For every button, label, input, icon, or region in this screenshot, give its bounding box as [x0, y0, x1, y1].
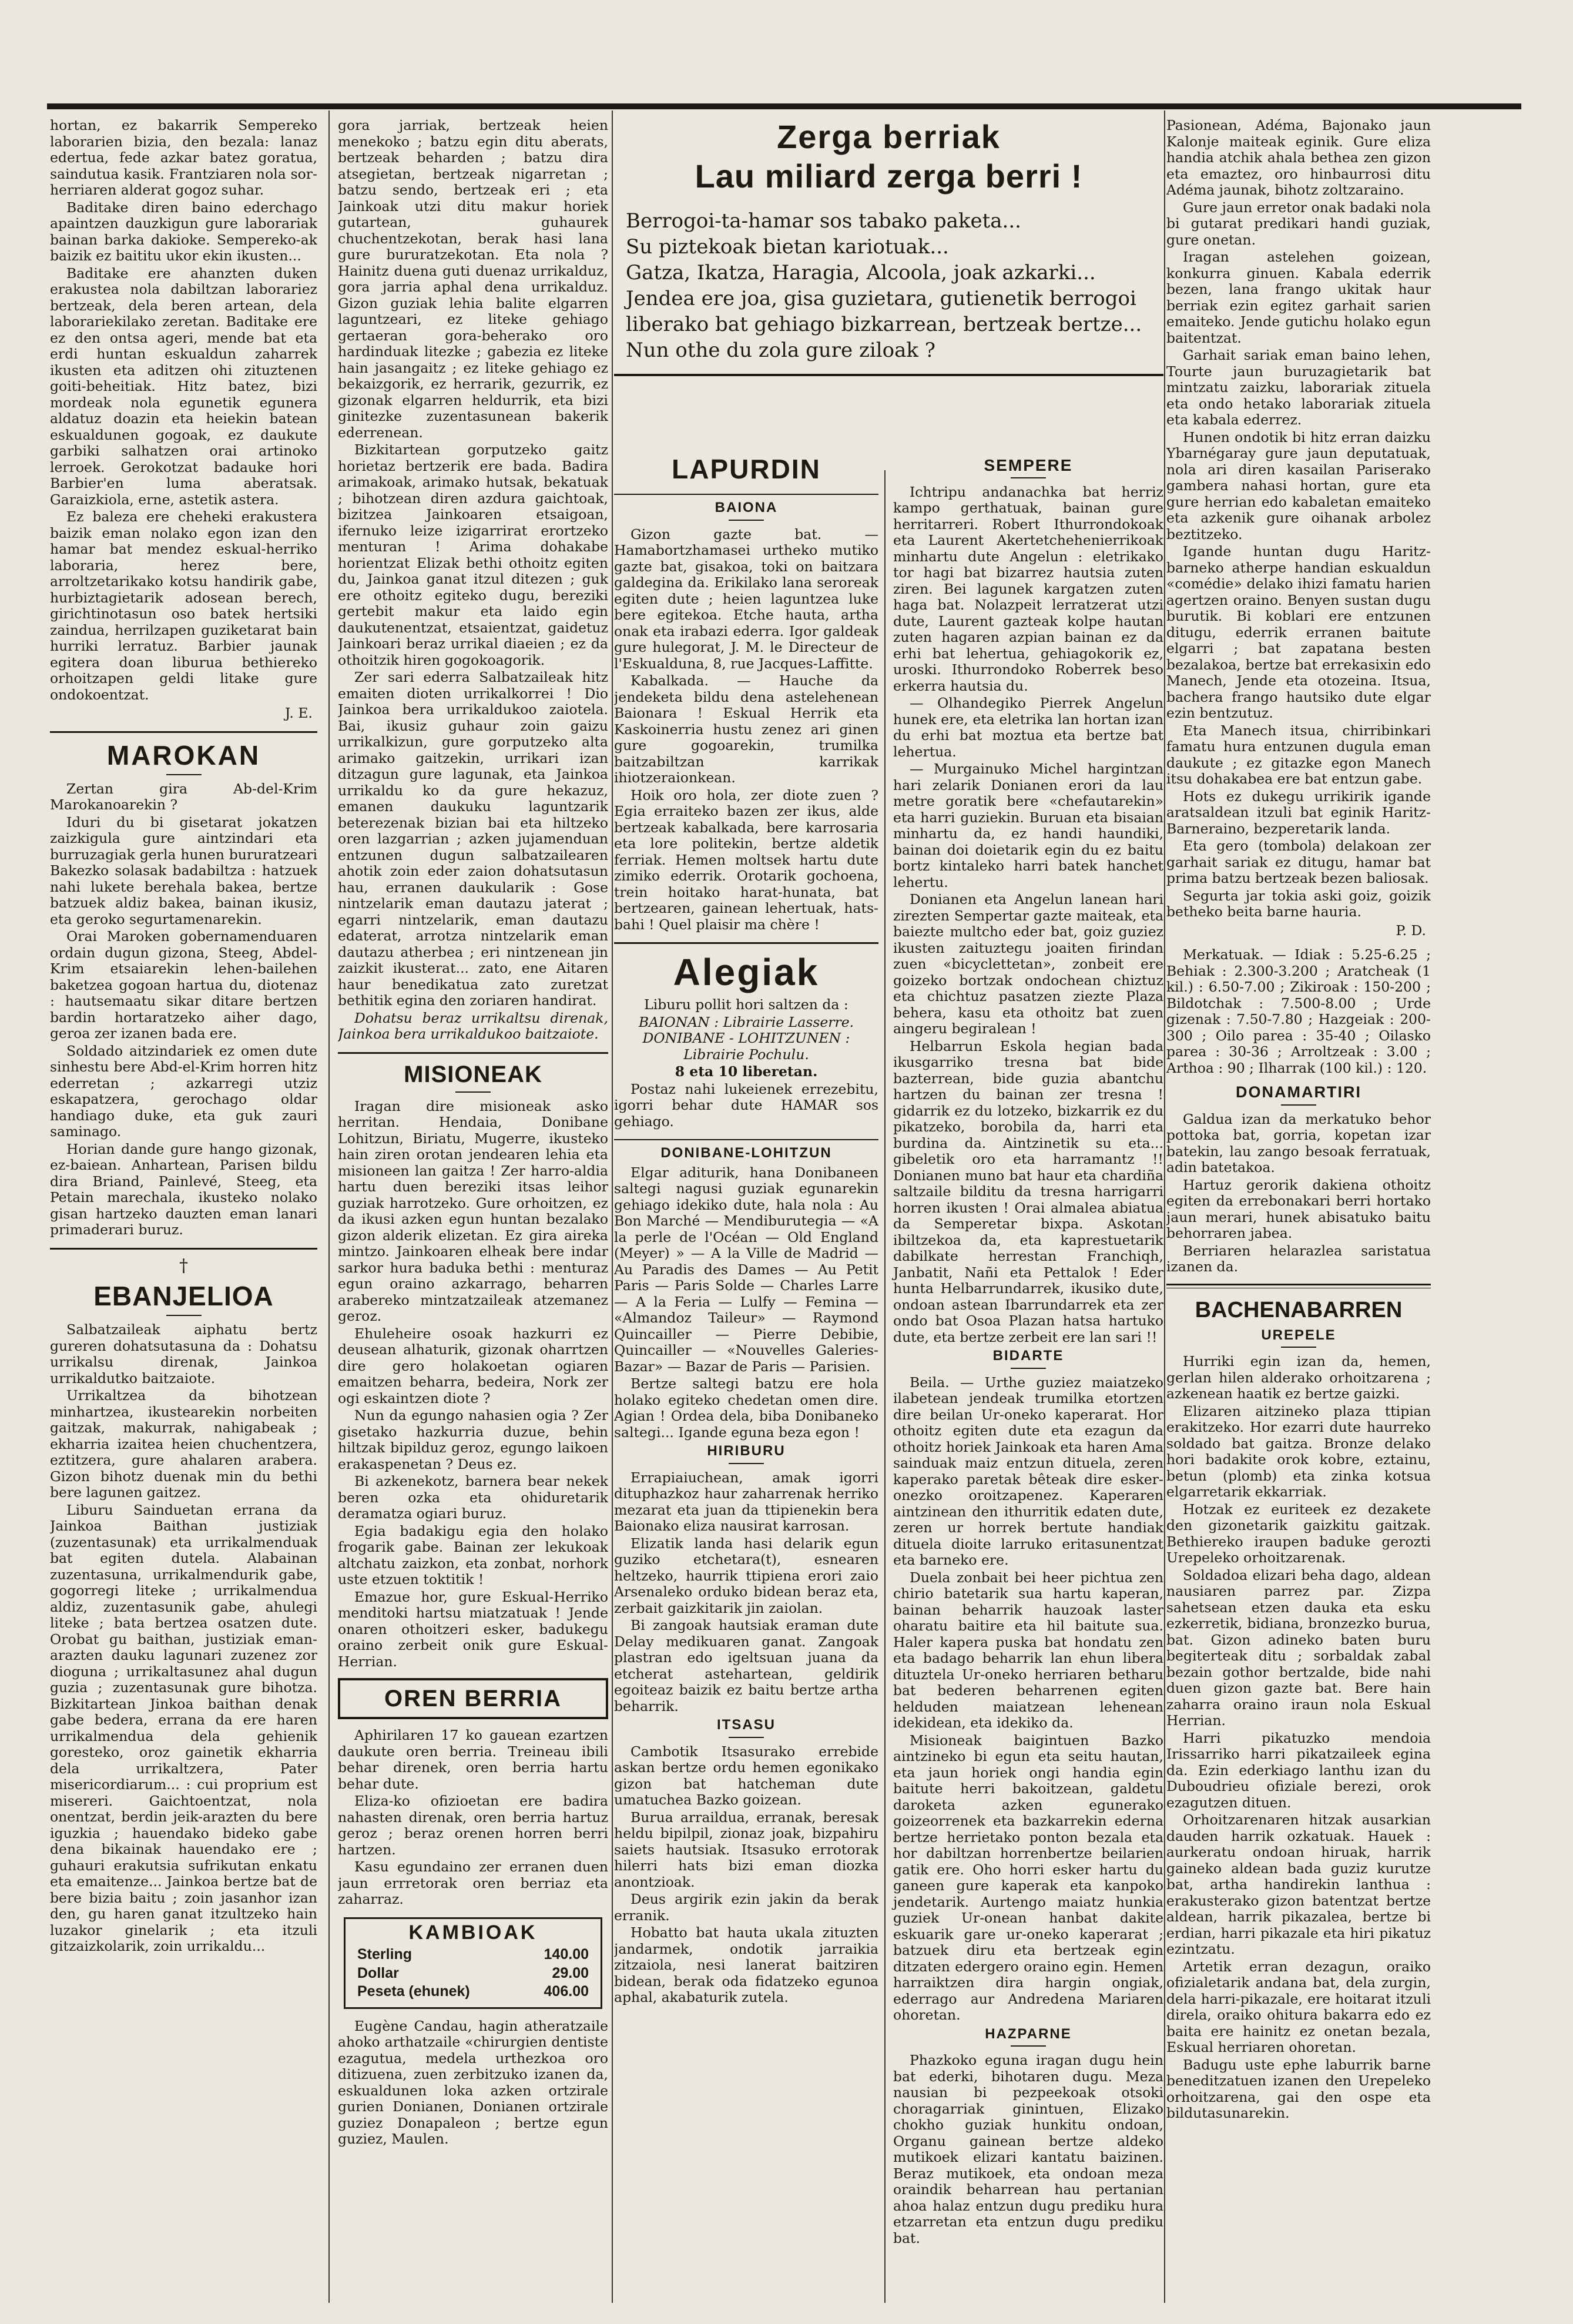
section-title-lapurdin: LAPURDIN: [672, 454, 821, 484]
article-paragraph: Emazue hor, gure Eskual-Herriko menditoki hartsu miatzatuak ! Jende onaren othoitzeri esker, badukegu oraino zerbeit onik gure Eskual-Herrian.: [338, 1588, 608, 1670]
article-paragraph: BAIONAN : Librairie Lasserre. DONIBANE - LOHITZUNEN : Librairie Pochulu.: [638, 1013, 854, 1063]
article-paragraph: Ehuleheire osoak hazkurri ez deusean alhaturik, gizonak oharrtzen dire gero holakoetan ogiaren emaitzen beharra, bedeira, Nork zer ogi eskaintzen diote ?: [338, 1325, 608, 1407]
article-paragraph: Soldado aitzindariek ez omen dute sinhestu bere Abd-el-Krim horren hitz ederretan ; azkarregi utziz eskapatzera, gerochago oldar handiago duke, eta guk zauri saminago.: [50, 1042, 317, 1140]
headline-subtitle: Lau miliard zerga berri !: [695, 158, 1083, 195]
title-dash: [729, 520, 764, 521]
article-paragraph: Hotzak ez euriteek ez dezakete den gizonetarik gaizkitu gaitzak. Bethiereko iraupen baduke gerozti Urepeleko orhoitzarenak.: [1166, 1501, 1431, 1566]
article-paragraph: Bi zangoak hautsiak eraman dute Delay medikuaren ganat. Zangoak plastran edo igeltsuan juana da etcherat astehartean, geldirik egoiteaz baizik ez baitu bertze artha beharrik.: [614, 1617, 878, 1714]
article-paragraph: Igande huntan dugu Haritz-barneko atherpe handian eskualdun «comédie» delako ihizi famatu harien agertzen oraino. Benyen sustan dugu burutik. Bi koblari ere entzunen ditugu, ederrik erranen baitute elgarri ; bat zapatana besten bezalakoa, bertze bat errekasixin edo Manech, Jende eta otozeina. Itsua, bachera frango hautsiko dute elgar ezin bentzutuz.: [1166, 543, 1431, 721]
article-paragraph: Salbatzaileak aiphatu bertz gureren dohatsutasuna da : Dohatsu urrikalsu direnak, Jainkoa urrikaldutko baitzaiote.: [50, 1321, 317, 1387]
section-title-oren-berria: OREN BERRIA: [384, 1686, 562, 1712]
table-row: [357, 1964, 589, 1983]
article-paragraph: Dohatsu beraz urrikaltsu direnak, Jainkoa bera urrikaldukoo baitzaiote.: [338, 1009, 608, 1042]
section-rule: [50, 1248, 317, 1250]
title-dash: [1011, 1368, 1046, 1369]
article-paragraph: Hunen ondotik bi hitz erran daizku Ybarnégaray gure jaun deputatuak, nola ari diren kasailan Pariserako gambera nahasi hortan, gure eta gure herrian edo kabaletan emaiteko eta azkenik gure oihanak arbolez beztitzeko.: [1166, 428, 1431, 543]
article-paragraph: Liburu pollit hori saltzen da :: [644, 996, 848, 1013]
article-paragraph: Egia badakigu egia den holako frogarik gabe. Bainan zer lekukoak altchatu zaizkon, eta zonbat, norhork uste etzuen toktitik !: [338, 1522, 608, 1588]
title-dash: [1011, 477, 1046, 478]
article-paragraph: — Olhandegiko Pierrek Angelun hunek ere, eta eletrika lan hortan izan du erhi bat moztua eta bertze bat lehertua.: [893, 695, 1163, 760]
column-4: [893, 447, 1163, 2248]
article-paragraph: Nun da egungo nahasien ogia ? Zer gisetako hazkurria duzue, behin hiltzak bipilduz geroz, egungo laikoen erakaspenetan ? Deus ez.: [338, 1407, 608, 1472]
article-paragraph: Eta Manech itsua, chirribinkari famatu hura entzunen dugula eman daukute ; ez gitazke egon Manech itsu dohakabea ere bat entzun gabe.: [1166, 722, 1431, 787]
article-paragraph: Bertze saltegi batzu ere hola holako egiteko chedetan omen dire. Agian ! Ordea dela, biba Donibaneko saltegi... Igande eguna beza egon !: [614, 1375, 878, 1441]
title-dash: [1281, 1104, 1316, 1106]
subsection-title-bidarte: BIDARTE: [992, 1348, 1064, 1364]
article-paragraph: Hobatto bat hauta ukala zituzten jandarmek, ondotik jarraikia zitzaiola, nesi lanerat baitziren bidean, berak oda fidatzeko egunoa aphal, akabaturik zutela.: [614, 1924, 878, 2005]
title-dash: [166, 1315, 202, 1316]
headline-title: Zerga berriak: [777, 118, 1001, 155]
headline-line: Jendea ere joa, gisa guzietara, gutienetik berrogoi: [626, 287, 1136, 310]
article-paragraph: Harri pikatuzko mendoia Irissarriko harri pikatzaileek egina da. Ezin ederkiago lanthu izan du Duboudrieu ofiziale berezi, orok ezagutzen dituen.: [1166, 1729, 1431, 1811]
headline-line: liberako bat gehiago bizkarrean, bertzeak bertze...: [626, 313, 1142, 336]
currency-name: Dollar: [357, 1964, 399, 1981]
headline-line: Gatza, Ikatza, Haragia, Alcoola, joak azkarki...: [626, 261, 1096, 284]
article-paragraph: Duela zonbait bei heer pichtua zen chirio batetarik sua hartu kaperan, bainan beharrik hauzoak laster oharatu baitire eta hil baitute sua. Haler kapera puska bat hondatu zen eta badago beharrik lan ehun libera dituztela Ur-oneko herriaren betharu bat bederen beharrenen egiten helduden maiatzean lehenean idekidean, eta idekiko da.: [893, 1569, 1163, 1731]
signature: P. D.: [1396, 922, 1426, 939]
article-paragraph: Garhait sariak eman baino lehen, Tourte jaun buruzagietarik bat mintzatu zaizku, laborariak zituela eta ondo hetako laborariak zituela eta kabala ederrez.: [1166, 347, 1431, 428]
section-title-misioneak: MISIONEAK: [404, 1061, 542, 1087]
section-title-ebanjelioa: EBANJELIOA: [93, 1281, 274, 1311]
subsection-title-hiriburu: HIRIBURU: [707, 1443, 786, 1459]
subsection-title-itsasu: ITSASU: [716, 1717, 776, 1733]
article-paragraph: 8 eta 10 liberetan.: [675, 1063, 818, 1080]
section-title-bachenabarren: BACHENABARREN: [1195, 1297, 1403, 1322]
currency-name: Sterling: [357, 1946, 412, 1963]
exchange-rates-box: [344, 1917, 602, 2009]
exchange-title: KAMBIOAK: [408, 1921, 538, 1944]
article-paragraph: Hartuz gerorik dakiena othoitz egiten da errebonakari berri hortako jaun merari, hunek abisatuko baitu behorraren jabea.: [1166, 1176, 1431, 1241]
article-paragraph: Gizon gazte bat. — Hamabortzhamasei urtheko mutiko gazte bat, gisakoa, toki on baitzara galdegina da. Erikilako lana seroreak egiten dute ; heien laguntzea luke bere egitekoa. Etche hauta, artha onak eta irabazi ederra. Igor galdeak gure hulegorat, J. M. le Directeur de l'Eskualduna, 8, rue Jacques-Laffitte.: [614, 525, 878, 672]
article-paragraph: Horian dande gure hango gizonak, ez-baiean. Anhartean, Parisen bildu dira Briand, Painlevé, Steeg, eta Petain marechala, ikusteko nolako gisan hartzeko dauzten eman lanari primaderari buruz.: [50, 1140, 317, 1238]
article-paragraph: Elgar aditurik, hana Donibaneen saltegi nagusi guziak egunarekin gehiago idekiko dute, hala nola : Au Bon Marché — Mendiburutegia — «A la perle de l'Océan — Old England (Meyer) » — A la Ville de Madrid — Au Paradis des Dames — Au Petit Paris — Paris Solde — Charles Larre — A la Feria — Lulfy — Femina — «Almandoz Taileur» — Raymond Quincailler — Pierre Debibie, Quincailler — «Nouvelles Galeries-Bazar» — Bazar de Paris — Parisien.: [614, 1164, 878, 1375]
headline-line: Berrogoi-ta-hamar sos tabako paketa...: [626, 209, 1021, 233]
currency-value: 29.00: [552, 1964, 589, 1981]
article-paragraph: Eta gero (tombola) delakoan zer garhait sariak ez ditugu, hamar bat prima batzu bertzeak bezen baliosak.: [1166, 838, 1431, 886]
article-paragraph: Hurriki egin izan da, hemen, gerlan hilen alderako orhoitzarena ; azkenean haatik ez bertze gaizki.: [1166, 1353, 1431, 1402]
article-paragraph: Bi azkenekotz, barnera bear nekek beren ozka eta ohiduretarik deramatza ogiari buruz.: [338, 1473, 608, 1522]
article-paragraph: Phazkoko eguna iragan dugu hein bat ederki, bihotaren dugu. Meza nausian bi pezpeekoak otsoki choragarriak ginintuen, Elizako chokho guziak hunkitu ondoan, Organu gainean bertze aldeko mutikoek elizari kantatu baizinen. Beraz mutikoek, eta ondoan meza oraindik beharrean hau pertanian ahoa halaz entzun dugu prediku hura etzarretan eta entzun dugu prediku bat.: [893, 2052, 1163, 2246]
subsection-title-donamartiri: DONAMARTIRI: [1236, 1083, 1361, 1101]
article-paragraph: Hots ez dukegu urrikirik igande aratsaldean itzuli bat eginik Haritz-Barneraino, bezperetarik landa.: [1166, 788, 1431, 837]
article-paragraph: Urrikaltzea da bihotzean minhartzea, ikustearekin norbeiten gaitzak, makurrak, nahigabeak ; ekharria izaitea heien chuchentzera, eztitzera, gure ahalaren arabera. Gizon bihotz duenak min du bethi bere lagunen gaitzez.: [50, 1387, 317, 1501]
advert-paragraph: Eugène Candau, hagin atheratzaile ahoko arthatzaile «chirurgien dentiste ezagutua, medela urthezkoa oro ditizuena, zuen zerbitzuko izanen da, eskualdunen loka azken ortzirale gurien Donianen, Donianen ortzirale guziez Donapaleon ; bertze egun guziez, Maulen.: [338, 2017, 608, 2147]
article-paragraph: Iragan dire misioneak asko herritan. Hendaia, Donibane Lohitzun, Biriatu, Mugerre, ikusteko hain ziren orotan jendearen lehia eta misioneen lan gaitza ! Zer harro-aldia hartu duen bereziki itsas leihor guziak harrotzeko. Gure orhoitzen, ez da ikusi azken egun huntan bezalako gizon alderik elizetan. Ez gira aireka mintzo. Jainkoaren elheak bere indar sarkor hura baduka bethi : menturaz egun oraino azkarrago, beharren arabereko mintzatzaileak atzemanez geroz.: [338, 1097, 608, 1324]
section-rule: [614, 494, 878, 495]
article-paragraph: Zer sari ederra Salbatzaileak hitz emaiten dioten urrikalkorrei ! Dio Jainkoa bera urrikaldukoo zaiotela. Bai, ikusiz guhaur zoin gaizu urrikalkizun, gure gorputzeko alta arimako gaitzekin, urrikari izan ditzagun gure lagunak, eta Jainkoa urrikaldu ko da gure hekazuz, emanen daukuku laguntzarik beterezenak bizian bai eta hiltzeko oren lazgarrian ; azken jujamenduan entzunen dugun salbatzailearen ahotik zoin eder zaion dohatsutasun hau, erranen daukularik : Gose nintzelarik eman dautazu jaterat ; egarri nintzelarik, eman dautazu edaterat, arrotza nintzelarik eman dautazu atherbea ; eri nintzenean jin zaizkit ikusterat... zato, ene Aitaren haur benedikatua zato zuretzat bethitik egina den zoriaren handirat.: [338, 669, 608, 1009]
table-row: [357, 1945, 589, 1964]
table-row: [357, 1983, 589, 2001]
oren-berria-box: [338, 1678, 608, 1719]
section-title-marokan: MAROKAN: [106, 739, 261, 771]
section-rule: [338, 1052, 608, 1054]
article-paragraph: Baditake diren baino ederchago apaintzen dauzkigun gure laborariak bainan barka dakioke. Sempereko-ak baizik ez baititu ukor ekin ikusten...: [50, 199, 317, 264]
columns-3-4: [614, 118, 1163, 2304]
article-paragraph: Ez baleza ere cheheki erakustera baizik eman nolako egon izan den hamar bat mendez eskual-herriko laboraria, herez bere, arroltzetarikako kotsu handirik gabe, hurbiztagietarik adosean berech, girichtinotasun oso batek hertsiki zaindua, herrilzapen guziketarat bain hurriki lerratuz. Barbier jaunak egitera doan liburua bethiereko orhoitzapen geldi litake gure ondokoentzat.: [50, 508, 317, 703]
column-1: [50, 118, 317, 2304]
article-paragraph: Bizkitartean gorputzeko gaitz horietaz bertzerik ere bada. Badira arimakoak, arimako hutsak, bekatuak ; bihotzean diren azdura gaichtoak, bizitzea Jainkoaren etsaigoan, ifernuko leize izigarrirat erortzeko menturan ! Arima dohakabe horientzat Elizak bethi othoitz egiten du, Jainkoa ganat itzul ditezen ; guk ere othoitz egiteko dugu, bereziki gertebit makur eta laido egin daukutenentzat, etsaientzat, gaidetuz Jainkoari beraz urrikal diaeien ; ez da othoitzik hiren gogokoagorik.: [338, 441, 608, 668]
subsection-title-donibane: DONIBANE-LOHITZUN: [660, 1145, 832, 1161]
article-paragraph: Kabalkada. — Hauche da jendeketa bildu dena astelehenean Baionara ! Eskual Herrik eta Kaskoinerria hustu zenez ari ginen gure gogoarekin, trumilka baitzabiltzan karrikak ihiotzeraionkean.: [614, 672, 878, 786]
article-paragraph: Pasionean, Adéma, Bajonako jaun Kalonje maiteak eginik. Gure eliza handia atchik ahala bethea zen gizon eta emaztez, oro hinbaurrosi ditu Adéma jaunak, bihotz zoltzaraino.: [1166, 118, 1431, 198]
article-paragraph: Aphirilaren 17 ko gauean ezartzen daukute oren berria. Treineau ibili behar direnek, oren berria hartu behar dute.: [338, 1727, 608, 1792]
exchange-table: [357, 1945, 589, 2001]
column-divider: [1164, 110, 1165, 2303]
article-paragraph: Deus argirik ezin jakin da berak erranik.: [614, 1891, 878, 1924]
column-divider: [612, 110, 613, 2303]
article-paragraph: Baditake ere ahanzten duken erakustea nola dabiltzan laborariez bertzeak, dela beren artean, dela laborariekilako zeretan. Baditake ere ez den ontsa ageri, mende bat eta erdi huntan eskualdun zaharrek ikusten eta aditzen ohi zituztenen goiti-beheitiak. Hitz batez, bizi mordeak nola egunetik egunera aldatuz doazin eta heiekin batean eskualdunen gogoak, ez daukute garbiki salhatzen orai artinoko lerroek. Gerokotzat badauke hori Barbier'en luma aberatsak. Garaizkiola, erne, astetik astera.: [50, 264, 317, 508]
article-paragraph: Postaz nahi lukeienek errezebitu, igorri behar dute HAMAR sos gehiago.: [614, 1080, 878, 1130]
article-paragraph: Hoik oro hola, zer diote zuen ? Egia erraiteko bazen zer ikus, alde bertzeak kabalkada, bere karrosaria eta lore politekin, bertze aldetik ferriak. Hemen moltsek hartu dute zimiko ederrik. Orotarik gochoena, trein hoitako harat-hunata, bat bertzearen, gainean lehertuak, hats-bahi ! Quel plaisir ma chère !: [614, 786, 878, 933]
title-dash: [729, 1463, 764, 1464]
article-paragraph: Cambotik Itsasurako errebide askan bertze ordu hemen egonikako gizon bat hatcheman dute umatuchea Bazko goizean.: [614, 1743, 878, 1808]
section-double-rule: [1166, 1284, 1431, 1288]
subsection-title-hazparne: HAZPARNE: [985, 2025, 1072, 2042]
article-paragraph: gora jarriak, bertzeak heien menekoko ; batzu egin ditu aberats, bertzeak beharden ; batzu dira atsegietan, bertzeak nigarretan ; batzu sendo, bertzeak eri ; eta Jainkoak utzi ditu makur horiek gutartean, guhaurek chuchentzekotan, berak hasi lana gure bururatzekotan. Eta nola ? Hainitz duena guti duenaz urrikalduz, gora jarria aphal dena urrikalduz. Gizon guziak lehia balite elgarren laguntzeari, ez liteke gehiago gertaeran gora-beherako oro hardinduak litezke ; gabezia ez liteke hain jasangaitz ; ez liteke gehiago ez bekaizgorik, ez herrarik, gezurrik, ez gizonak elgarren heldurrik, eta bizi ginitezke zuzentasunean bakerik ederrenean.: [338, 118, 608, 441]
title-dash: [729, 1737, 764, 1738]
headline-box: [614, 118, 1163, 376]
subsection-title-urepele: UREPELE: [1261, 1327, 1336, 1343]
column-divider: [328, 110, 330, 2303]
article-paragraph: Soldadoa elizari beha dago, aldean nausiaren parrez par. Zizpa sahetsean etzen dauka eta esku ezkerretik, bidiana, bronzezko burua, bat. Gizon adineko baten buru begiterteak ditu ; sorbaldak zabal bezain gothor bertzalde, bide nahi duen gizon gazte bat. Bere hain zaharra oraino iraun nola Eskual Herrian.: [1166, 1566, 1431, 1729]
article-paragraph: Galdua izan da merkatuko behor pottoka bat, gorria, kopetan izar batekin, lau zango besoak ferratuak, adin batetakoa.: [1166, 1110, 1431, 1176]
article-paragraph: Gure jaun erretor onak badaki nola bi gutarat predikari handi guziak, gure onetan.: [1166, 199, 1431, 248]
column-3: [614, 447, 878, 2007]
market-prices: Merkatuak. — Idiak : 5.25-6.25 ; Behiak : 2.300-3.200 ; Aratcheak (1 kil.) : 6.50-7.00 ; Zikiroak : 150-200 ; Bildotchak : 7.500-8.00 ; Urde gizenak : 7.50-7.80 ; Hazgeiak : 200-300 ; Oilo parea : 35-40 ; Oilasko parea : 30-36 ; Arroltzeak : 3.00 ; Arthoa : 90 ; Ilharrak (100 kil.) : 120.: [1166, 946, 1431, 1076]
article-paragraph: — Murgainuko Michel hargintzan hari zelarik Donianen erori da lau metre goratik bere «chefautarekin» eta harri guziekin. Buruan eta bisaian minhartu da, ez handi haundiki, bainan doi doietarik egin du ez baitu bortz kintaleko harri batek hanchet lehertu.: [893, 761, 1163, 890]
title-dash: [1281, 1347, 1316, 1348]
signature: J. E.: [284, 705, 313, 721]
section-rule: [614, 942, 878, 944]
currency-value: 140.00: [544, 1946, 589, 1963]
article-paragraph: Badugu uste ephe laburrik barne beneditzatuen izanen den Urepeleko orhoitzarena, gai den ospe eta bildutasunarekin.: [1166, 2056, 1431, 2121]
title-dash: [166, 774, 202, 775]
title-dash: [1011, 2045, 1046, 2047]
article-paragraph: Ichtripu andanachka bat herriz kampo gerthatuak, bainan gure herritarreri. Robert Ithurrondokoak eta Laurent Akertetchehenierrikoak minhartu dute Angelun : eletrikako tor hagi bat bizarrez hautsia zuten ziren. Bei lagunek kargatzen zuten haga bat. Nolazpeit lerratzerat utzi dute, Laurent gazteak kolpe hautan zuten hagaren azpian bainan ez da erhi bat lehertua, gehiagokorik ez, uroski. Ithurrondoko Roberrek beso erkerra hautsia du.: [893, 483, 1163, 694]
article-paragraph: Zertan gira Ab-del-Krim Marokanoarekin ?: [50, 780, 317, 813]
article-paragraph: Errapiaiuchean, amak igorri dituphazkoz haur zaharrenak herriko mezarat eta juan da ttipienekin bera Baionako eliza nausirat karrosan.: [614, 1469, 878, 1534]
article-paragraph: Donianen eta Angelun lanean hari zirezten Sempertar gazte maiteak, eta baiezte multcho eder bat, goiz guziez ikusten zaituztegu joaiten firindan zuen «bicyclettetan», zonbeit ere goizeko bortzak ondochean chiztuz eta chichtuz pasatzen ziezte Plaza behera, kasu eta othoitz bat zuen aingeru begiralean !: [893, 891, 1163, 1037]
article-paragraph: Segurta jar tokia aski goiz, goizik betheko beita barne hauria.: [1166, 887, 1431, 920]
column-5: [1166, 118, 1431, 2304]
article-paragraph: Iduri du bi gisetarat jokatzen zaizkigula gure aintzindari eta burruzagiak gerla hunen bururatzeari Bakezko solasak badabiltza : hatzuek nahi lukete berehala bakea, bertze batzuek aldiz bakea, bainan ikusiz, eta geroko segurtamenarekin.: [50, 813, 317, 927]
section-rule: [50, 731, 317, 733]
article-paragraph: Iragan astelehen goizean, konkurra ginuen. Kabala ederrik bezen, lana frango ukitak haur berriak ezin egitez garhait sarien emaiteko. Jende gutichu holako egun baitentzat.: [1166, 249, 1431, 346]
article-paragraph: Artetik erran dezagun, oraiko ofizialetarik andana bat, dela zurgin, dela harri-pikazale, ere hoitarat itzuli direla, oraiko ohitura bakarra edo ez baita ere hainitz ez onetan bezala, Eskual herriaren ohoretan.: [1166, 1958, 1431, 2055]
cross-icon: †: [179, 1255, 188, 1276]
article-paragraph: Eliza-ko ofizioetan ere badira nahasten direnak, oren berria hartuz geroz ; beraz orenen horren berri hartzen.: [338, 1793, 608, 1858]
article-paragraph: Liburu Sainduetan errana da Jainkoa Baithan justiziak (zuzentasunak) eta urrikalmenduak bat egiten dutela. Alabainan zuzentasuna, urrikalmendurik gabe, gogorregi liteke ; urrikalmendua aldiz, zuzentasunik gabe, ahulegi liteke ; bata bertzea osatzen dute. Orobat gu baithan, justiziak eman-arazten dauku lagunari zuzenez zor dioguna ; urrikaltasunez ahal dugun guzia ; zuzentasunak gure bihotza. Bizkitartean Jinkoa baithan denak gabe bedera, errana da ere haren urrikalmendua dela gehienik goresteko, oroz gainetik ekharria dela urrikaltzera, Pater misericordiarum... : cui proprium est misereri. Gaichtoentzat, nola onentzat, berdin jeik-arazten du bere iguzkia ; hauendako bideko gabe dena bikainak hauendako ere ; guhauri erakutsia sufrikutan enkatu eta emaitenze... Jainkoa bertze bat de bere bizia baitu ; zoin jasanhor izan den, gu haren ganat itzultzeko hain luzakor ginelarik ; eta itzuli gitzaizkolarik, zoin urrikaldu...: [50, 1501, 317, 1954]
subsection-title-sempere: SEMPERE: [984, 456, 1073, 474]
title-dash: [455, 1091, 491, 1093]
article-paragraph: Burua arraildua, erranak, beresak heldu bipilpil, zionaz joak, bizpahiru saiets hautsiak. Itsasuko errotorak hilerri hats bizi eman diozka anontzioak.: [614, 1809, 878, 1890]
section-title-alegiak: Alegiak: [673, 951, 820, 993]
article-paragraph: hortan, ez bakarrik Sempereko laborarien bizia, den bezala: lanaz edertua, fede azkar batez goratua, saindutua kasik. Frantziaren nola sor-herriaren alderat gogoz suhar.: [50, 118, 317, 198]
column-2: [338, 118, 608, 2304]
article-paragraph: Elizaren aitzineko plaza ttipian erakitzeko. Hor ezarri dute haurreko soldado bat gaitza. Bronze delako hori badakite orok kobre, eztainu, betun (plomb) eta zinka kotsua elgarretarik ekkarriak.: [1166, 1402, 1431, 1500]
headline-line: Nun othe du zola gure ziloak ?: [626, 339, 935, 362]
article-paragraph: Helbarrun Eskola hegian bada ikusgarriko tresna bat bide bazterrean, bide guzia abantchu hartzen du bainan zer tresna ! gidarrik ez du lotzeko, bizkarrik ez du pikatzeko, borobila da, harri eta burdina da. Aintzinetik su eta... gibeletik oro eta harramantz !! Donianen muno bat haur eta chardiña saltzaile bilditu da tresna harrigarri horren ikusten ! Orai almalea abiatua da Semperetar bixpa. Askotan ibiltzekoa da, eta kaprestuetarik dabilkate herrestan Franchiqh, Janbatit, Nañi eta Pettalok ! Eder hunta Helbarrundarrek, ikusiko dute, ondoan astean Ibarrundarrek eta zer ondo bat Osoa Plazan hatsa hartuko dute, eta bertze zerbeit ere lan sari !!: [893, 1037, 1163, 1345]
article-paragraph: Orai Maroken gobernamenduaren ordain dugun gizona, Steeg, Abdel-Krim etsaiarekin lehen-bailehen baketzea gogoan hartua du, diotenaz : hautsemaatu sikar ditare bertzen bardin hortaratzeko aiher dago, geroa zer izanen bada ere.: [50, 928, 317, 1042]
headline-line: Su piztekoak bietan kariotuak...: [626, 235, 949, 259]
article-paragraph: Orhoitzarenaren hitzak ausarkian dauden harrik ozkatuak. Hauek : aurkeratu ondoan hiruak, harrik gaineko aldean bada guziz kurutze bat, artha handirekin lanthua : erakusterako gizon batentzat bertze aldean, harrik pikazalea, bertze bi erdian, harri pikazale eta hiri pikatuz ezintzatu.: [1166, 1811, 1431, 1957]
currency-name: Peseta (ehunek): [357, 1983, 470, 2000]
article-paragraph: Kasu egundaino zer erranen duen jaun errretorak oren berriaz eta zaharraz.: [338, 1858, 608, 1907]
currency-value: 406.00: [544, 1983, 589, 2000]
subsection-title-baiona: BAIONA: [715, 500, 778, 515]
article-paragraph: Beila. — Urthe guziez maiatzeko ilabetean jendeak trumilka etortzen dire beilan Ur-oneko kaperarat. Hor othoitz egiten dute eta ezagun da othoitz horiek Jainkoak eta haren Ama sainduak maiz entzun dituela, zeren kaperako paretak bêteak dire esker-onezko oroitzapenez. Kaperaren aintzinean den ithurritik edaten dute, zeren ur horrek bertute handiak dituela dioite larruko eritasunentzat eta barneko ere.: [893, 1374, 1163, 1568]
section-rule: [614, 1139, 878, 1140]
top-rule: [47, 103, 1521, 109]
article-paragraph: Misioneak baigintuen Bazko aintzineko bi egun eta seitu hautan, eta jaun horiek ongi handia egin baitute herri bakoitzean, galdetu daroketa azken egunerako goizeorrenek eta bazkarrekin ederna bertze herrietako ponton bezala eta hor dabiltzan horrenbertze beilarien gatik ere. Oho horri esker hartu du ganeen gure kaperak eta kanpoko jendetarik. Aurtengo maiatz hunkia guziek Ur-onean hanbat dakite eskuarik gare ur-oneko kaperarat ; batzuek diru eta bertzeak egin ditzaten edergero oraino egin. Hemen harraiktzen dira hargin ongiak, ederrago aur Andredena Mariaren ohoretan.: [893, 1732, 1163, 2023]
article-paragraph: Berriaren helarazlea saristatua izanen da.: [1166, 1242, 1431, 1275]
article-paragraph: Elizatik landa hasi delarik egun guziko etchetara(t), esnearen heltzeko, haurrik ttipiena erori zaio Arsenaleko orduko bidean beraz eta, zerbait gaizkitarik jin zaiolan.: [614, 1535, 878, 1616]
